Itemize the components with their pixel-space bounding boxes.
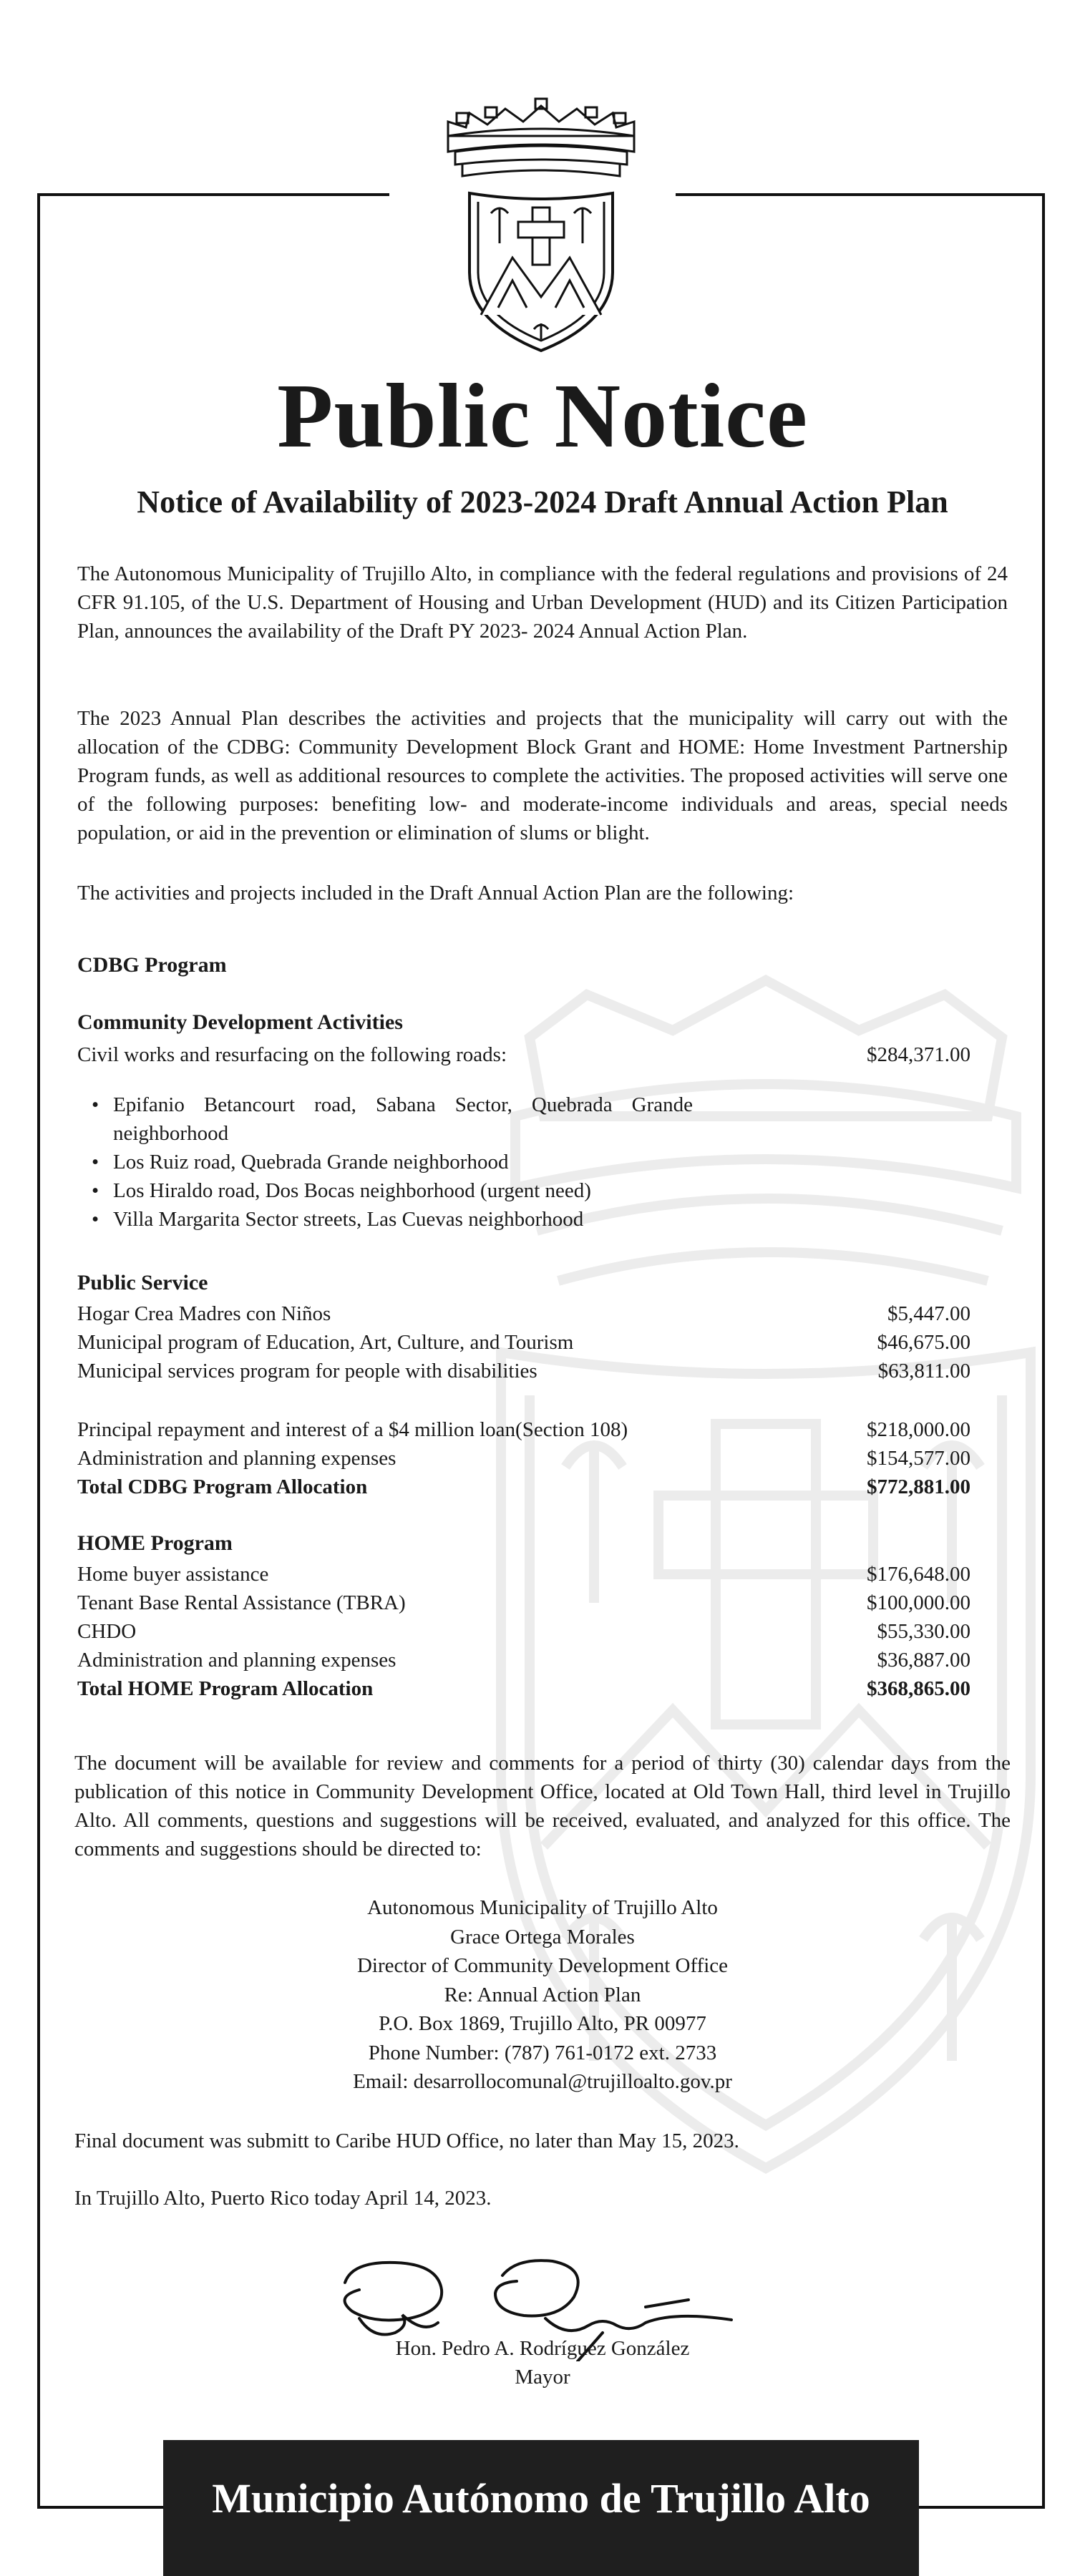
home-total-row bbox=[77, 1674, 970, 1703]
notice-subtitle: Notice of Availability of 2023-2024 Draft Annual Action Plan bbox=[137, 484, 948, 519]
budget-label: Administration and planning expenses bbox=[77, 1447, 396, 1470]
total-label: Total HOME Program Allocation bbox=[77, 1677, 374, 1700]
roads-amount: $284,371.00 bbox=[867, 1043, 970, 1066]
date-paragraph: In Trujillo Alto, Puerto Rico today April 14, 2023. bbox=[74, 2187, 492, 2210]
signer-block bbox=[0, 2334, 1085, 2391]
budget-label: Hogar Crea Madres con Niños bbox=[77, 1302, 331, 1325]
budget-label: Municipal program of Education, Art, Culture, and Tourism bbox=[77, 1331, 574, 1354]
contact-position: Director of Community Development Office bbox=[356, 1954, 729, 1977]
list-item: • Epifanio Betancourt road, Sabana Sector, Quebrada Grande neighborhood bbox=[77, 1091, 693, 1148]
budget-amount: $36,887.00 bbox=[877, 1649, 970, 1672]
cdbg-admin-row bbox=[77, 1444, 970, 1473]
public-service-heading: Public Service bbox=[77, 1271, 208, 1294]
list-item: • Los Ruiz road, Quebrada Grande neighborhood bbox=[77, 1148, 693, 1176]
contact-org: Autonomous Municipality of Trujillo Alto bbox=[367, 1896, 718, 1919]
budget-label: Tenant Base Rental Assistance (TBRA) bbox=[77, 1591, 406, 1614]
community-development-heading: Community Development Activities bbox=[77, 1010, 403, 1034]
budget-row bbox=[77, 1617, 970, 1646]
roads-row bbox=[77, 1040, 970, 1069]
budget-row bbox=[77, 1357, 970, 1385]
budget-label: Administration and planning expenses bbox=[77, 1649, 396, 1672]
budget-amount: $46,675.00 bbox=[877, 1331, 970, 1354]
cdbg-heading: CDBG Program bbox=[77, 953, 227, 977]
budget-row bbox=[77, 1560, 970, 1589]
total-amount: $772,881.00 bbox=[867, 1475, 970, 1498]
budget-row bbox=[77, 1589, 970, 1617]
signer-title: Mayor bbox=[515, 2366, 570, 2389]
total-amount: $368,865.00 bbox=[867, 1677, 970, 1700]
municipal-crest-icon bbox=[434, 93, 648, 358]
frame-border-top-right bbox=[676, 193, 1045, 196]
contact-phone: Phone Number: (787) 761-0172 ext. 2733 bbox=[368, 2041, 717, 2064]
contact-email: Email: desarrollocomunal@trujilloalto.gov.pr bbox=[353, 2070, 732, 2093]
intro-paragraph: The Autonomous Municipality of Trujillo Alto, in compliance with the federal regulations and provisions of 24 CFR 91.105, of the U.S. Department of Housing and Urban Development (HUD) and its Citizen Participation Plan, announces the availability of the Draft PY 2023- 2024 Annual Action Plan. bbox=[77, 562, 1008, 643]
footer-banner: Municipio Autónomo de Trujillo Alto bbox=[163, 2440, 919, 2576]
cdbg-total-row bbox=[77, 1473, 970, 1501]
budget-amount: $176,648.00 bbox=[867, 1563, 970, 1586]
list-item: • Los Hiraldo road, Dos Bocas neighborhood (urgent need) bbox=[77, 1176, 693, 1205]
budget-amount: $218,000.00 bbox=[867, 1418, 970, 1441]
contact-block bbox=[0, 1893, 1085, 2097]
frame-border-left bbox=[37, 193, 40, 2509]
frame-border-bottom-left bbox=[37, 2506, 163, 2509]
budget-amount: $154,577.00 bbox=[867, 1447, 970, 1470]
final-paragraph: Final document was submitt to Caribe HUD Office, no later than May 15, 2023. bbox=[74, 2129, 739, 2152]
home-heading: HOME Program bbox=[77, 1531, 233, 1555]
budget-row bbox=[77, 1328, 970, 1357]
budget-amount: $5,447.00 bbox=[887, 1302, 970, 1325]
page-title: Public Notice bbox=[277, 365, 808, 467]
roads-label: Civil works and resurfacing on the following roads: bbox=[77, 1043, 507, 1066]
list-item: • Villa Margarita Sector streets, Las Cuevas neighborhood bbox=[77, 1205, 693, 1234]
budget-row bbox=[77, 1646, 970, 1674]
budget-label: CHDO bbox=[77, 1620, 137, 1643]
budget-label: Home buyer assistance bbox=[77, 1563, 269, 1586]
frame-border-top-left bbox=[37, 193, 389, 196]
loan-row bbox=[77, 1415, 970, 1444]
signer-name: Hon. Pedro A. Rodríguez González bbox=[395, 2337, 690, 2360]
budget-amount: $63,811.00 bbox=[877, 1360, 970, 1382]
frame-border-bottom-right bbox=[919, 2506, 1045, 2509]
contact-re: Re: Annual Action Plan bbox=[444, 1983, 641, 2006]
list-intro-paragraph: The activities and projects included in the Draft Annual Action Plan are the following: bbox=[77, 882, 794, 904]
contact-name: Grace Ortega Morales bbox=[450, 1925, 635, 1948]
budget-amount: $55,330.00 bbox=[877, 1620, 970, 1643]
budget-amount: $100,000.00 bbox=[867, 1591, 970, 1614]
budget-label: Municipal services program for people with disabilities bbox=[77, 1360, 537, 1382]
budget-label: Principal repayment and interest of a $4 million loan(Section 108) bbox=[77, 1418, 628, 1441]
budget-row bbox=[77, 1299, 970, 1328]
contact-address: P.O. Box 1869, Trujillo Alto, PR 00977 bbox=[379, 2012, 706, 2035]
description-paragraph: The 2023 Annual Plan describes the activities and projects that the municipality will carry out with the allocation of the CDBG: Community Development Block Grant and HOME: Home Investment Partnership Program funds, as well as additional resources to complete the activities. The proposed activities will serve one of the following purposes: benefiting low- and moderate-income individuals and areas, special needs population, or aid in the prevention or elimination of slums or blight. bbox=[77, 707, 1008, 844]
availability-paragraph: The document will be available for review and comments for a period of thirty (30) calendar days from the publication of this notice in Community Development Office, located at Old Town Hall, third level in Trujillo Alto. All comments, questions and suggestions will be received, evaluated, and analyzed for this office. The comments and suggestions should be directed to: bbox=[74, 1752, 1011, 1860]
total-label: Total CDBG Program Allocation bbox=[77, 1475, 368, 1498]
road-list bbox=[77, 1091, 693, 1234]
